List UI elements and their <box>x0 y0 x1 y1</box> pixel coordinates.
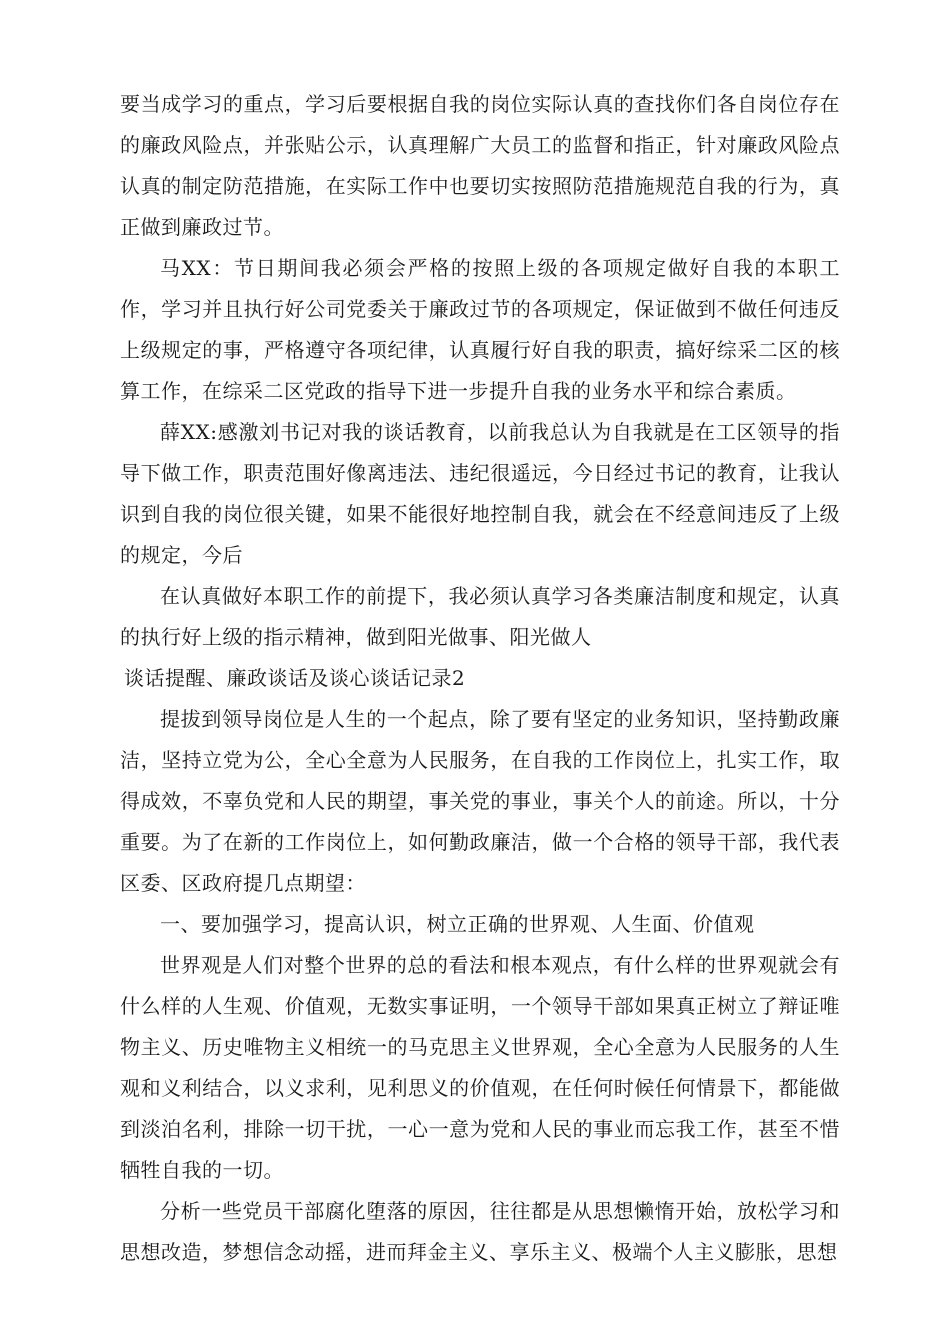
paragraph-duty-commitment: 在认真做好本职工作的前提下，我必须认真学习各类廉洁制度和规定，认真的执行好上级的指示精神，做到阳光做事、阳光做人 <box>120 584 840 649</box>
paragraph-analysis: 分析一些党员干部腐化堕落的原因，往往都是从思想懒惰开始，放松学习和思想改造，梦想信念动摇，进而拜金主义、享乐主义、极端个人主义膨胀，思想 <box>120 1199 840 1264</box>
document-body <box>120 84 840 1273</box>
paragraph-promotion: 提拔到领导岗位是人生的一个起点，除了要有坚定的业务知识，坚持勤政廉洁，坚持立党为公，全心全意为人民服务，在自我的工作岗位上，扎实工作，取得成效，不辜负党和人民的期望，事关党的事业，事关个人的前途。所以，十分重要。为了在新的工作岗位上，如何勤政廉洁，做一个合格的领导干部，我代表区委、区政府提几点期望： <box>120 707 840 895</box>
section-title: 谈话提醒、廉政谈话及谈心谈话记录2 <box>124 666 466 690</box>
paragraph-ma-statement: 马XX：节日期间我必须会严格的按照上级的各项规定做好自我的本职工作，学习并且执行好公司党委关于廉政过节的各项规定，保证做到不做任何违反上级规定的事，严格遵守各项纪律，认真履行好自我的职责，搞好综采二区的核算工作，在综采二区党政的指导下进一步提升自我的业务水平和综合素质。 <box>120 256 840 403</box>
subsection-heading-1: 一、要加强学习，提高认识，树立正确的世界观、人生面、价值观 <box>160 912 755 936</box>
paragraph-continuation: 要当成学习的重点，学习后要根据自我的岗位实际认真的查找你们各自岗位存在的廉政风险点，并张贴公示，认真理解广大员工的监督和指正，针对廉政风险点认真的制定防范措施，在实际工作中也要切实按照防范措施规范自我的行为，真正做到廉政过节。 <box>120 92 840 239</box>
paragraph-worldview: 世界观是人们对整个世界的总的看法和根本观点，有什么样的世界观就会有什么样的人生观、价值观，无数实事证明，一个领导干部如果真正树立了辩证唯物主义、历史唯物主义相统一的马克思主义世界观，全心全意为人民服务的人生观和义利结合，以义求利，见利思义的价值观，在任何时候任何情景下，都能做到淡泊名利，排除一切干扰，一心一意为党和人民的事业而忘我工作，甚至不惜牺牲自我的一切。 <box>120 953 840 1182</box>
paragraph-xue-statement: 薛XX:感激刘书记对我的谈话教育，以前我总认为自我就是在工区领导的指导下做工作，职责范围好像离违法、违纪很遥远，今日经过书记的教育，让我认识到自我的岗位很关键，如果不能很好地控制自我，就会在不经意间违反了上级的规定，今后 <box>120 420 840 567</box>
